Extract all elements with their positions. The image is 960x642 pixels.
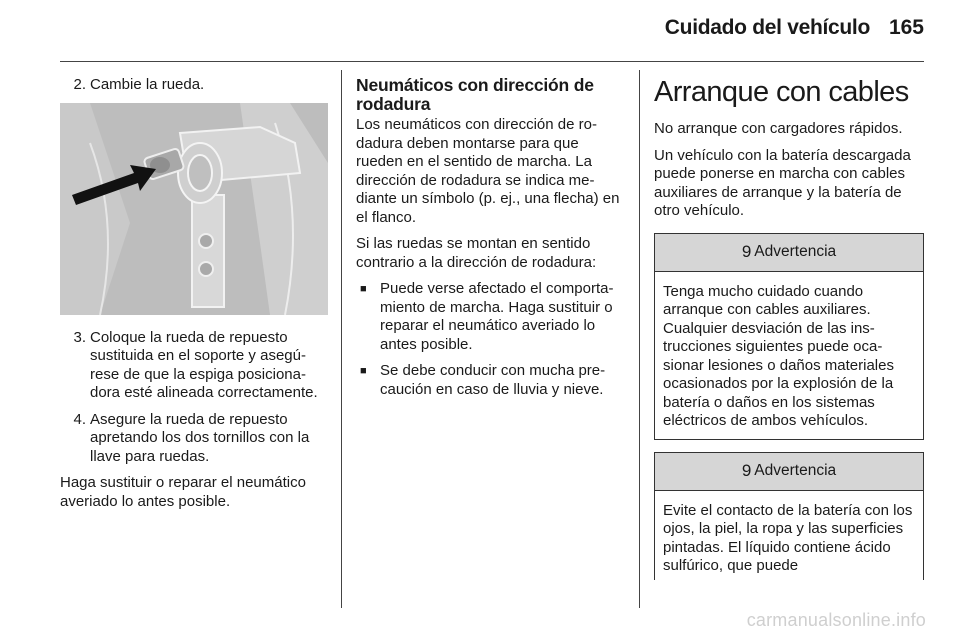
section-heading-directional-tyres: Neumáticos con dirección de rodadura (356, 75, 594, 114)
list-item-text: Puede verse afectado el comportamiento de marcha. Haga sustituir o reparar el neumático averiado lo antes posible. (380, 280, 614, 353)
spare-wheel-mount-drawing (60, 103, 328, 315)
paragraph: Un vehículo con la batería descargada puede ponerse en marcha con cables auxiliares de arranque y la batería de otro vehículo. (654, 146, 911, 219)
section-heading-jump-start: Arranque con cables (654, 76, 909, 108)
warning-icon: 9 (741, 241, 752, 261)
warning-title: Advertencia (754, 242, 837, 260)
closing-paragraph: Haga sustituir o reparar el neumático averiado lo antes posible. (60, 474, 306, 510)
column-divider-2 (639, 70, 640, 608)
paragraph: Si las ruedas se montan en sentido contrario a la dirección de rodadura: (356, 235, 597, 271)
warning-header (655, 453, 923, 491)
list-item-text: Se debe conducir con mucha precaución en caso de lluvia y nieve. (380, 362, 606, 398)
list-item (356, 362, 626, 399)
page-number: 165 (888, 16, 924, 39)
column-middle (356, 76, 626, 407)
warning-box (654, 452, 924, 580)
running-header-title: Cuidado del vehículo (664, 16, 870, 39)
header-rule (60, 61, 924, 62)
watermark: carmanualsonline.info (746, 610, 926, 630)
step-3 (60, 329, 328, 403)
step-text: Coloque la rueda de repuesto sustituida en el soporte y asegúrese de que la espiga posicionadora esté alineada correctamente. (90, 328, 318, 401)
paragraph: No arranque con cargadores rápidos. (654, 120, 903, 137)
warning-text: Tenga mucho cuidado cuando arranque con cables auxiliares. Cualquier desviación de las instrucciones siguientes puede ocasionar lesiones o daños materiales ocasionados por la explosión de la batería o daños en los sistemas eléctricos de ambos vehículos. (663, 282, 894, 429)
step-number: 4. (73, 410, 86, 428)
warning-icon: 9 (741, 460, 752, 480)
paragraph: Los neumáticos con dirección de rodadura deben montarse para que rueden en el sentido de marcha. La dirección de rodadura se indica mediante un símbolo (p. ej., una flecha) en el flanco. (356, 116, 620, 226)
step-text: Asegure la rueda de repuesto apretando los dos tornillos con la llave para ruedas. (90, 410, 310, 465)
column-left (60, 76, 328, 519)
step-number: 2. (73, 76, 86, 93)
bullet-list (356, 280, 626, 399)
column-right (654, 76, 924, 580)
step-text: Cambie la rueda. (90, 76, 205, 93)
step-number: 3. (73, 328, 86, 346)
warning-title: Advertencia (754, 461, 837, 479)
square-bullet-icon: ■ (360, 365, 367, 377)
step-2 (60, 76, 328, 95)
list-item (356, 280, 626, 354)
spare-wheel-illustration (60, 103, 328, 315)
warning-header (655, 234, 923, 272)
warning-text: Evite el contacto de la batería con los ojos, la piel, la ropa y las superficies pintadas. El líquido contiene ácido sulfúrico, que puede (663, 501, 913, 574)
square-bullet-icon: ■ (360, 283, 367, 295)
column-divider-1 (341, 70, 342, 608)
step-4 (60, 411, 328, 467)
warning-box (654, 233, 924, 440)
